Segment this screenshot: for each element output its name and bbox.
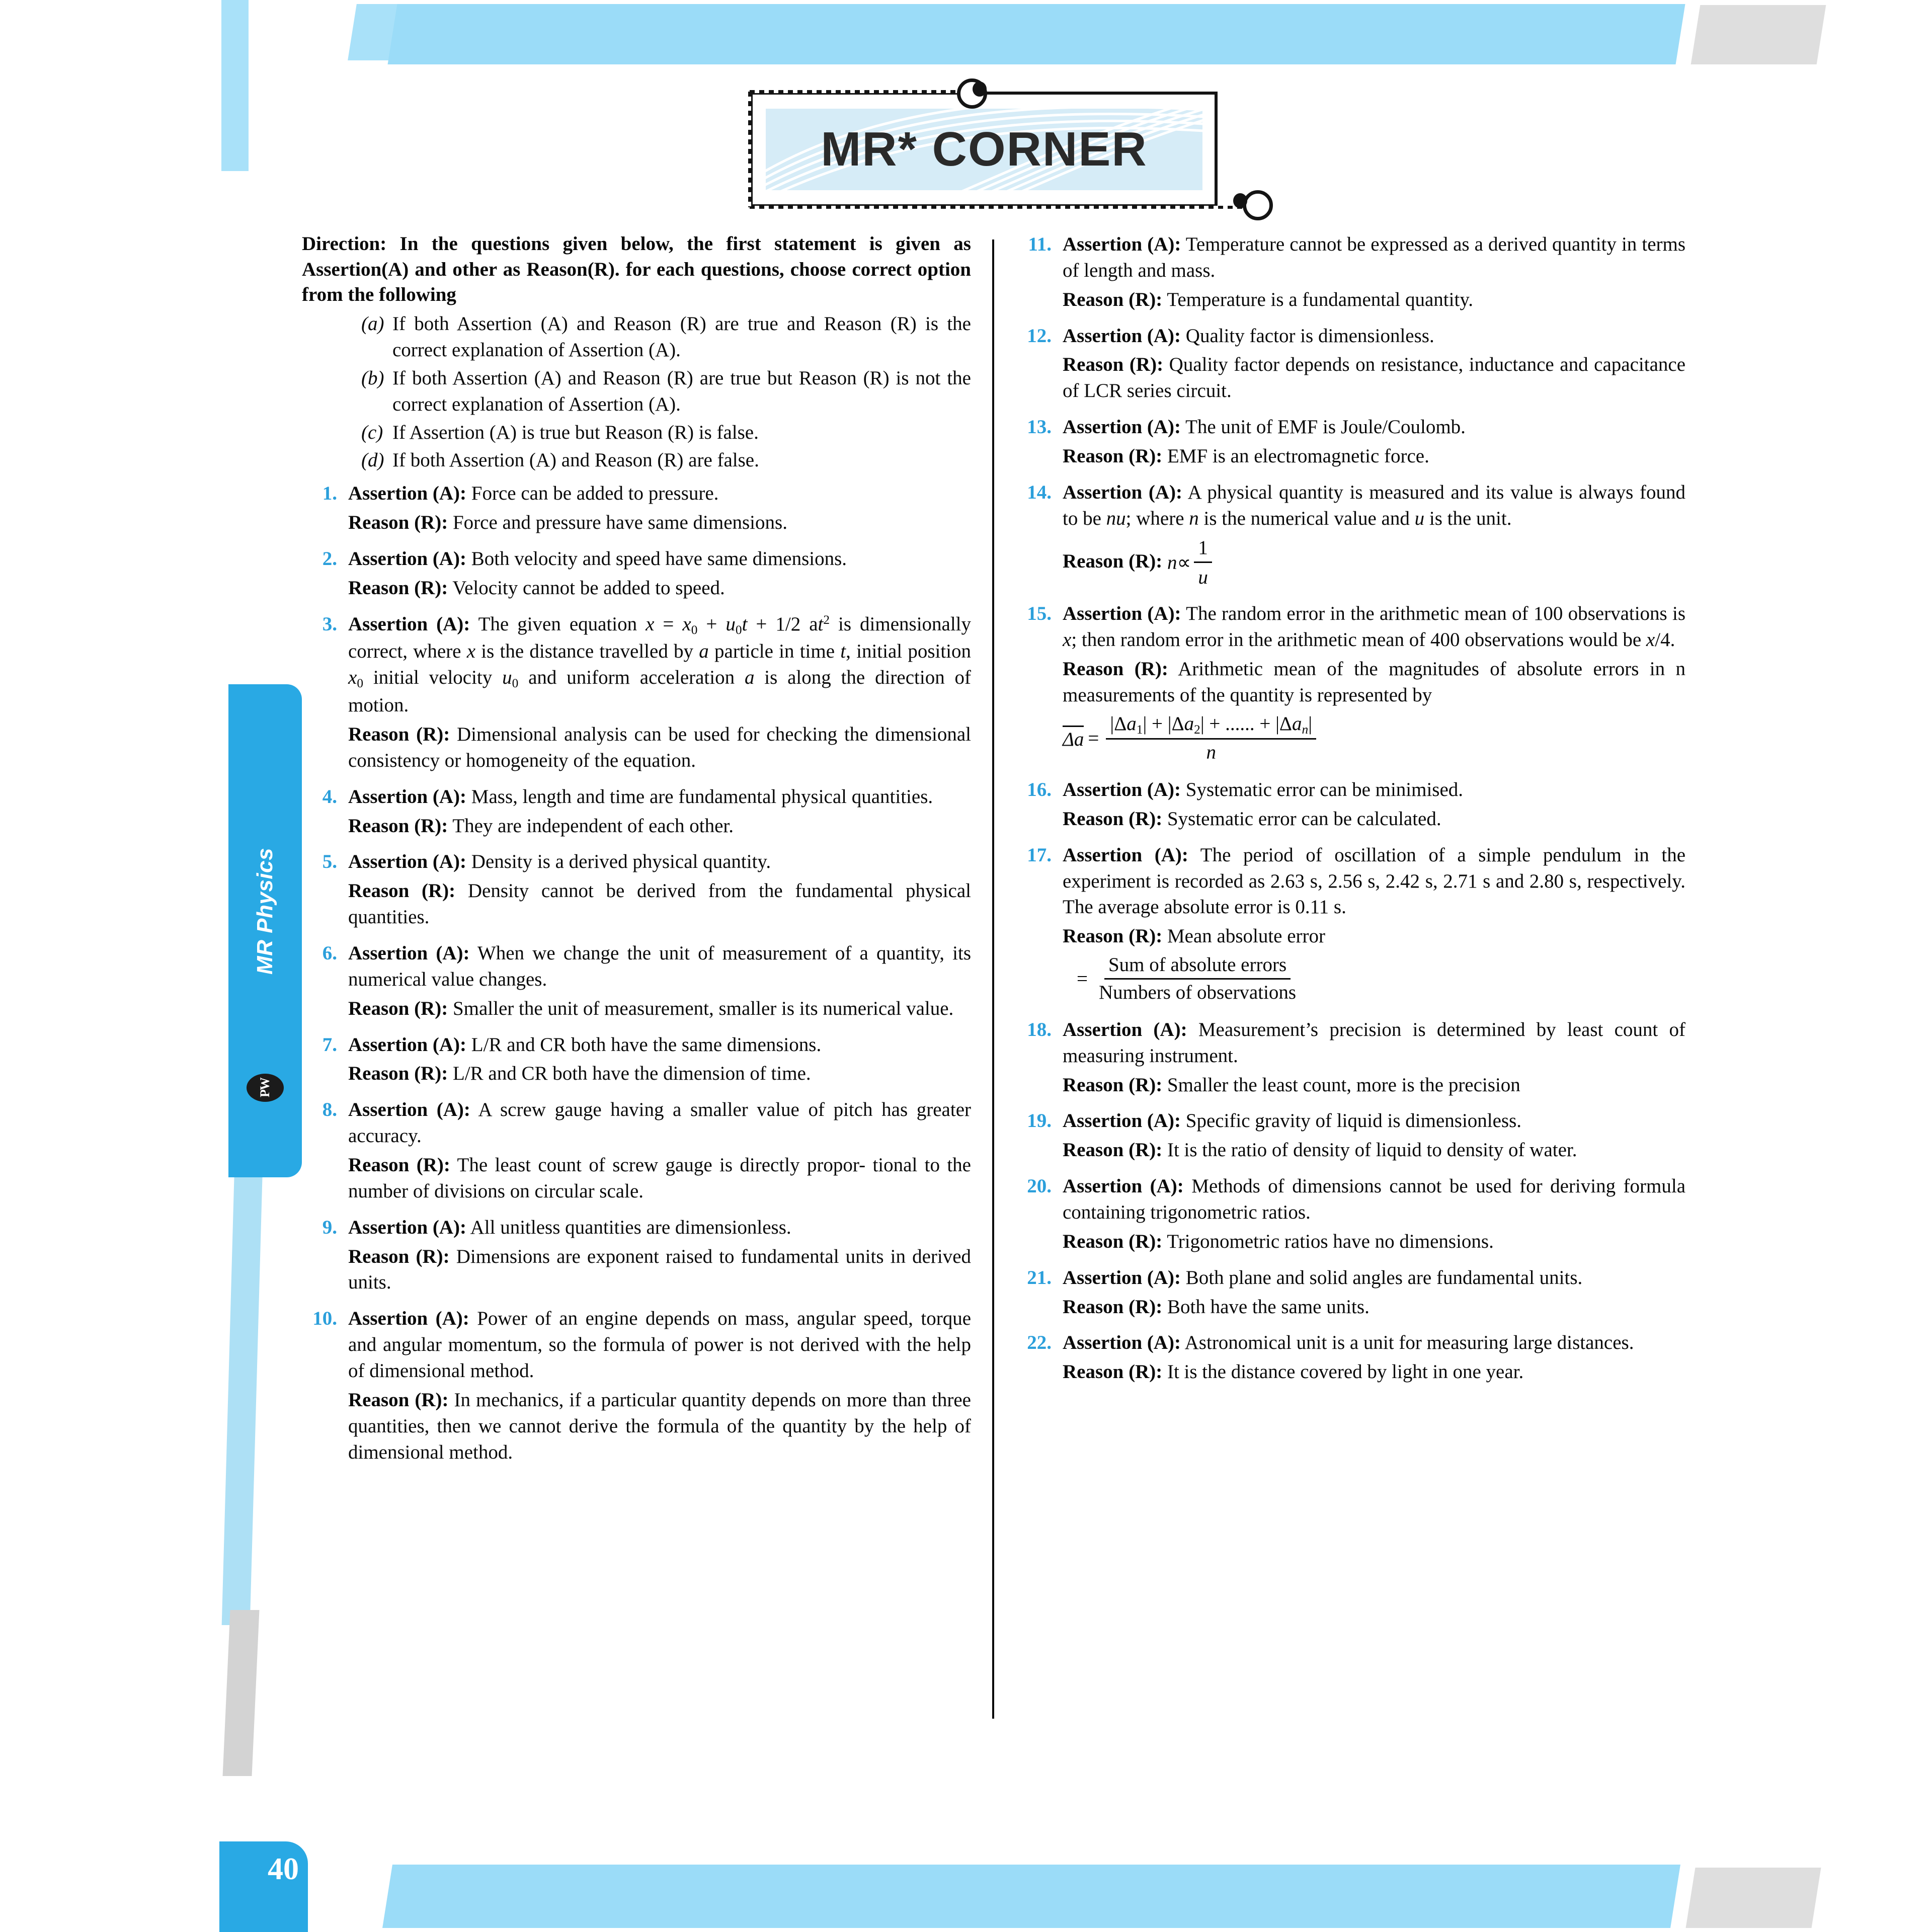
reason-label: Reason (R): <box>1063 550 1163 572</box>
question-item <box>1016 777 1685 835</box>
assertion-line <box>1063 601 1685 653</box>
question-item <box>302 784 971 842</box>
direction-option <box>302 447 971 473</box>
assertion-text: Quality factor is dimensionless. <box>1185 325 1434 347</box>
assertion-text: Power of an engine depends on mass, angular speed, torque and angular momentum, so the formula of power is not derived with the help of dimensional method. <box>348 1308 971 1382</box>
question-item <box>302 940 971 1025</box>
bottom-banner-blue <box>382 1865 1680 1928</box>
assertion-label: Assertion (A): <box>1063 325 1181 347</box>
reason-text: Smaller the least count, more is the precision <box>1167 1074 1520 1096</box>
reason-formula <box>1063 712 1685 765</box>
reason-line <box>1063 806 1685 832</box>
assertion-label: Assertion (A): <box>1063 481 1183 503</box>
assertion-line <box>1063 323 1685 349</box>
reason-label: Reason (R): <box>1063 354 1164 376</box>
question-body <box>348 611 971 777</box>
reason-label: Reason (R): <box>1063 1139 1163 1161</box>
question-item <box>1016 1017 1685 1101</box>
side-tab-mr-physics <box>228 684 302 1177</box>
question-number: 1. <box>322 482 337 505</box>
question-body <box>348 1306 971 1468</box>
reason-line <box>348 510 971 536</box>
reason-text: Systematic error can be calculated. <box>1167 808 1441 830</box>
question-number: 5. <box>322 851 337 873</box>
reason-text: In mechanics, if a particular quantity depends on more than three quantities, then we cannot derive the formula of the quantity by the help of dimensional method. <box>348 1389 971 1463</box>
left-edge-strip-gray <box>223 1610 260 1776</box>
reason-line <box>348 721 971 774</box>
question-body <box>1063 1108 1685 1166</box>
assertion-text: A screw gauge having a smaller value of pitch has greater accuracy. <box>348 1099 972 1147</box>
reason-text: Trigonometric ratios have no dimensions. <box>1167 1230 1494 1252</box>
reason-label: Reason (R): <box>1063 1230 1163 1252</box>
reason-line <box>348 813 971 839</box>
question-number: 18. <box>1027 1018 1052 1040</box>
question-body <box>1063 1017 1685 1101</box>
mr-corner-header <box>750 92 1218 207</box>
assertion-line <box>348 611 971 718</box>
assertion-text: The period of oscillation of a simple pendulum in the experiment is recorded as 2.63 s, 2.56 s, 2.42 s, 2.71 s and 2.80 s, respectively. The average absolute error is 0.11 s. <box>1063 844 1686 918</box>
assertion-label: Assertion (A): <box>348 1033 467 1056</box>
assertion-line <box>1063 1173 1685 1226</box>
formula-lhs: n <box>1167 551 1177 574</box>
reason-label: Reason (R): <box>1063 925 1163 947</box>
assertion-line <box>1063 1017 1685 1069</box>
assertion-line <box>348 849 971 875</box>
question-number: 22. <box>1027 1332 1052 1354</box>
reason-line <box>1063 656 1685 708</box>
reason-text: Force and pressure have same dimensions. <box>452 512 787 534</box>
page-number: 40 <box>268 1852 299 1886</box>
option-text: If both Assertion (A) and Reason (R) are true and Reason (R) is the correct explanation of Assertion (A). <box>392 313 971 361</box>
question-item <box>1016 842 1685 1010</box>
reason-line <box>348 1244 971 1296</box>
question-number: 11. <box>1028 233 1052 255</box>
left-edge-strip-top <box>221 0 249 171</box>
reason-text: It is the distance covered by light in one year. <box>1167 1361 1524 1383</box>
question-body <box>348 1097 971 1207</box>
question-number: 10. <box>312 1308 337 1330</box>
assertion-label: Assertion (A): <box>348 1216 467 1238</box>
question-number: 2. <box>322 547 337 570</box>
question-number: 17. <box>1027 844 1052 866</box>
assertion-line <box>348 546 971 572</box>
question-number: 13. <box>1027 416 1052 438</box>
option-marker: (c) <box>361 421 383 443</box>
question-number: 20. <box>1027 1175 1052 1197</box>
option-text: If Assertion (A) is true but Reason (R) is false. <box>392 421 759 443</box>
assertion-text: Both velocity and speed have same dimensions. <box>471 547 847 570</box>
question-item <box>302 611 971 777</box>
assertion-text: Measurement’s precision is determined by least count of measuring instrument. <box>1063 1018 1686 1067</box>
reason-label: Reason (R): <box>1063 1361 1163 1383</box>
direction-option <box>302 365 971 418</box>
assertion-line <box>1063 414 1685 440</box>
option-marker: (a) <box>361 313 384 335</box>
assertion-label: Assertion (A): <box>1063 779 1181 801</box>
reason-text: Arithmetic mean of the magnitudes of absolute errors in n measurements of the quantity is represented by <box>1063 658 1685 706</box>
assertion-line <box>348 480 971 507</box>
question-number: 15. <box>1027 603 1052 625</box>
header-dotted-left-edge <box>748 92 751 207</box>
reason-text: Dimensions are exponent raised to fundamental units in derived units. <box>348 1245 972 1294</box>
question-item <box>302 1097 971 1207</box>
formula-denominator: Numbers of observations <box>1099 982 1297 1003</box>
assertion-text: Temperature cannot be expressed as a derived quantity in terms of length and mass. <box>1063 233 1685 281</box>
question-number: 3. <box>322 613 337 635</box>
assertion-label: Assertion (A): <box>1063 1332 1181 1354</box>
reason-label: Reason (R): <box>348 880 456 902</box>
question-item <box>302 1032 971 1090</box>
assertion-text: When we change the unit of measurement of a quantity, its numerical value changes. <box>348 942 972 990</box>
assertion-line <box>1063 1330 1685 1356</box>
question-item <box>302 546 971 604</box>
reason-line <box>1063 923 1685 949</box>
reason-label: Reason (R): <box>1063 1296 1163 1318</box>
header-dotted-top-edge <box>750 90 966 93</box>
reason-formula <box>1063 953 1685 1005</box>
question-body <box>1063 479 1685 594</box>
question-item <box>302 1215 971 1299</box>
assertion-text: Density is a derived physical quantity. <box>471 851 771 873</box>
reason-line <box>1063 1072 1685 1098</box>
question-item <box>1016 601 1685 770</box>
question-number: 12. <box>1027 325 1052 347</box>
reason-line <box>1063 352 1685 404</box>
formula-fraction <box>1106 712 1316 765</box>
reason-text: EMF is an electromagnetic force. <box>1167 445 1429 467</box>
reason-label: Reason (R): <box>348 815 448 837</box>
reason-text: It is the ratio of density of liquid to density of water. <box>1167 1139 1577 1161</box>
reason-text: Dimensional analysis can be used for checking the dimensional consistency or homogeneity of the equation. <box>348 723 971 771</box>
assertion-label: Assertion (A): <box>1063 844 1188 866</box>
option-text: If both Assertion (A) and Reason (R) are false. <box>392 449 759 471</box>
formula-denominator: u <box>1198 567 1208 589</box>
question-item <box>1016 1108 1685 1166</box>
assertion-label: Assertion (A): <box>348 1308 469 1330</box>
pw-logo-icon <box>247 1074 284 1102</box>
assertion-label: Assertion (A): <box>348 785 467 808</box>
option-marker: (d) <box>361 449 384 471</box>
question-body <box>348 1032 971 1090</box>
reason-text: Smaller the unit of measurement, smaller is its numerical value. <box>452 997 954 1019</box>
reason-line <box>348 575 971 601</box>
direction-option <box>302 311 971 363</box>
question-item <box>1016 1330 1685 1388</box>
direction-text: Direction: In the questions given below, the first statement is given as Assertion(A) and other as Reason(R). for each questions, choose correct option from the following <box>302 233 971 306</box>
question-body <box>348 546 971 604</box>
direction-option <box>302 420 971 446</box>
formula-numerator: Sum of absolute errors <box>1104 953 1291 980</box>
assertion-label: Assertion (A): <box>1063 1110 1181 1132</box>
formula-operator: = <box>1077 968 1088 990</box>
question-number: 7. <box>322 1033 337 1056</box>
question-body <box>348 849 971 933</box>
assertion-label: Assertion (A): <box>1063 233 1181 255</box>
reason-label: Reason (R): <box>1063 445 1163 467</box>
reason-line <box>1063 287 1685 313</box>
assertion-text: The given equation $x = x_0 + u_0t + 1/2$ $at^2$ is dimensionally correct, where x is the distance travelled by a particle in time t, initial position $x_0$ initial velocity $u_0$ and uniform acceleration a is along the direction of motion. <box>348 612 972 716</box>
assertion-text: The unit of EMF is Joule/Coulomb. <box>1185 416 1466 438</box>
assertion-text: Force can be added to pressure. <box>471 482 719 505</box>
reason-label: Reason (R): <box>348 997 448 1019</box>
assertion-line <box>1063 1265 1685 1291</box>
reason-text: L/R and CR both have the dimension of time. <box>452 1063 811 1085</box>
formula-fraction <box>1095 953 1300 1005</box>
reason-line <box>1063 1229 1685 1255</box>
reason-label: Reason (R): <box>348 1154 450 1176</box>
question-item <box>1016 323 1685 408</box>
assertion-text: Systematic error can be minimised. <box>1185 779 1464 801</box>
assertion-label: Assertion (A): <box>348 482 467 505</box>
reason-line <box>348 1061 971 1087</box>
assertion-label: Assertion (A): <box>348 1099 470 1121</box>
top-banner-gray <box>1691 5 1826 64</box>
reason-label: Reason (R): <box>1063 1074 1163 1096</box>
assertion-label: Assertion (A): <box>1063 1175 1184 1197</box>
formula-numerator: $|\Delta a_1| + |\Delta a_2|$ + ...... + $|\Delta a_n|$ <box>1106 712 1316 740</box>
assertion-text: All unitless quantities are dimensionless. <box>470 1216 791 1238</box>
assertion-line <box>348 1032 971 1058</box>
bottom-banner-gray <box>1685 1868 1821 1928</box>
question-item <box>302 1306 971 1468</box>
assertion-label: Assertion (A): <box>1063 1018 1187 1040</box>
page-number-block <box>219 1841 308 1932</box>
header-dotted-bottom-edge <box>750 206 1258 209</box>
assertion-label: Assertion (A): <box>1063 603 1181 625</box>
column-divider <box>992 239 994 1719</box>
question-body <box>1063 777 1685 835</box>
option-text: If both Assertion (A) and Reason (R) are true but Reason (R) is not the correct explanation of Assertion (A). <box>392 367 971 415</box>
question-body <box>348 784 971 842</box>
reason-label: Reason (R): <box>348 577 448 599</box>
assertion-label: Assertion (A): <box>1063 416 1181 438</box>
header-knob-top-icon <box>957 78 987 109</box>
question-body <box>1063 1330 1685 1388</box>
reason-line <box>348 878 971 930</box>
direction-options <box>302 311 971 473</box>
side-tab-label: MR Physics <box>253 847 277 975</box>
assertion-line <box>1063 1108 1685 1134</box>
reason-line <box>1063 1294 1685 1320</box>
question-item <box>1016 414 1685 472</box>
pw-logo-text: PW <box>257 1078 272 1097</box>
question-body <box>348 1215 971 1299</box>
reason-text: Density cannot be derived from the fundamental physical quantities. <box>348 880 971 928</box>
assertion-line <box>1063 842 1685 921</box>
question-body <box>1063 231 1685 316</box>
question-item <box>302 849 971 933</box>
formula-operator: ∝ <box>1177 551 1191 574</box>
question-item <box>1016 1173 1685 1258</box>
question-body <box>1063 1173 1685 1258</box>
reason-line <box>348 1387 971 1466</box>
assertion-text: A physical quantity is measured and its value is always found to be nu; where n is the numerical value and u is the unit. <box>1063 481 1685 529</box>
question-body <box>1063 414 1685 472</box>
reason-text: Mean absolute error <box>1167 925 1326 947</box>
assertion-text: Astronomical unit is a unit for measuring large distances. <box>1184 1332 1634 1354</box>
option-marker: (b) <box>361 367 384 389</box>
formula-denominator: n <box>1206 742 1216 764</box>
reason-text: Quality factor depends on resistance, inductance and capacitance of LCR series circuit. <box>1063 354 1686 402</box>
reason-text: Temperature is a fundamental quantity. <box>1167 288 1474 310</box>
question-item <box>1016 1265 1685 1323</box>
assertion-line <box>1063 777 1685 803</box>
reason-label: Reason (R): <box>348 1063 448 1085</box>
question-number: 4. <box>322 785 337 808</box>
reason-line <box>348 1152 971 1204</box>
question-body <box>1063 601 1685 770</box>
reason-label: Reason (R): <box>1063 288 1163 310</box>
assertion-line <box>1063 231 1685 284</box>
question-number: 16. <box>1027 779 1052 801</box>
reason-label: Reason (R): <box>1063 808 1163 830</box>
question-number: 8. <box>322 1099 337 1121</box>
question-body <box>1063 1265 1685 1323</box>
reason-label: Reason (R): <box>348 512 448 534</box>
question-number: 19. <box>1027 1110 1052 1132</box>
reason-label: Reason (R): <box>348 1245 450 1267</box>
assertion-text: Mass, length and time are fundamental physical quantities. <box>471 785 933 808</box>
assertion-text: L/R and CR both have the same dimensions. <box>471 1033 822 1056</box>
reason-line <box>348 996 971 1022</box>
question-number: 6. <box>322 942 337 964</box>
assertion-line <box>348 1215 971 1241</box>
reason-line <box>1063 1359 1685 1385</box>
reason-label: Reason (R): <box>348 1389 449 1411</box>
page-title: MR* CORNER <box>821 122 1148 176</box>
assertion-label: Assertion (A): <box>348 942 470 964</box>
question-body <box>1063 323 1685 408</box>
question-body <box>1063 842 1685 1010</box>
left-column <box>302 231 971 1468</box>
assertion-label: Assertion (A): <box>1063 1266 1181 1289</box>
assertion-label: Assertion (A): <box>348 851 467 873</box>
reason-line <box>1063 535 1685 591</box>
assertion-text: Methods of dimensions cannot be used for deriving formula containing trigonometric ratios. <box>1063 1175 1686 1223</box>
question-item <box>302 480 971 539</box>
formula-lhs: Δa <box>1063 726 1084 752</box>
reason-line <box>1063 443 1685 469</box>
assertion-line <box>348 784 971 810</box>
assertion-label: Assertion (A): <box>348 613 470 635</box>
reason-text: Both have the same units. <box>1167 1296 1370 1318</box>
reason-text: They are independent of each other. <box>452 815 734 837</box>
question-body <box>348 940 971 1025</box>
reason-text: The least count of screw gauge is directly propor- tional to the number of divisions on circular scale. <box>348 1154 971 1202</box>
formula-numerator: 1 <box>1194 535 1212 564</box>
assertion-line <box>348 940 971 993</box>
question-number: 21. <box>1027 1266 1052 1289</box>
assertion-line <box>1063 479 1685 532</box>
reason-text: Velocity cannot be added to speed. <box>452 577 725 599</box>
assertion-text: Specific gravity of liquid is dimensionless. <box>1185 1110 1522 1132</box>
assertion-text: The random error in the arithmetic mean of 100 observations is x; then random error in the arithmetic mean of 400 observations would be x/4. <box>1063 603 1686 651</box>
assertion-text: Both plane and solid angles are fundamental units. <box>1185 1266 1583 1289</box>
question-number: 14. <box>1027 481 1052 503</box>
question-number: 9. <box>322 1216 337 1238</box>
formula-operator: = <box>1088 727 1099 749</box>
reason-line <box>1063 1137 1685 1163</box>
top-banner-blue <box>387 4 1685 64</box>
right-column <box>1016 231 1685 1388</box>
reason-formula <box>1167 535 1215 591</box>
reason-label: Reason (R): <box>348 723 450 745</box>
question-item <box>1016 231 1685 316</box>
assertion-line <box>348 1306 971 1384</box>
question-item <box>1016 479 1685 594</box>
assertion-line <box>348 1097 971 1149</box>
assertion-label: Assertion (A): <box>348 547 467 570</box>
formula-fraction <box>1194 535 1212 591</box>
reason-label: Reason (R): <box>1063 658 1168 680</box>
header-knob-bottom-icon <box>1243 190 1273 220</box>
header-inner-panel <box>766 109 1202 190</box>
question-body <box>348 480 971 539</box>
